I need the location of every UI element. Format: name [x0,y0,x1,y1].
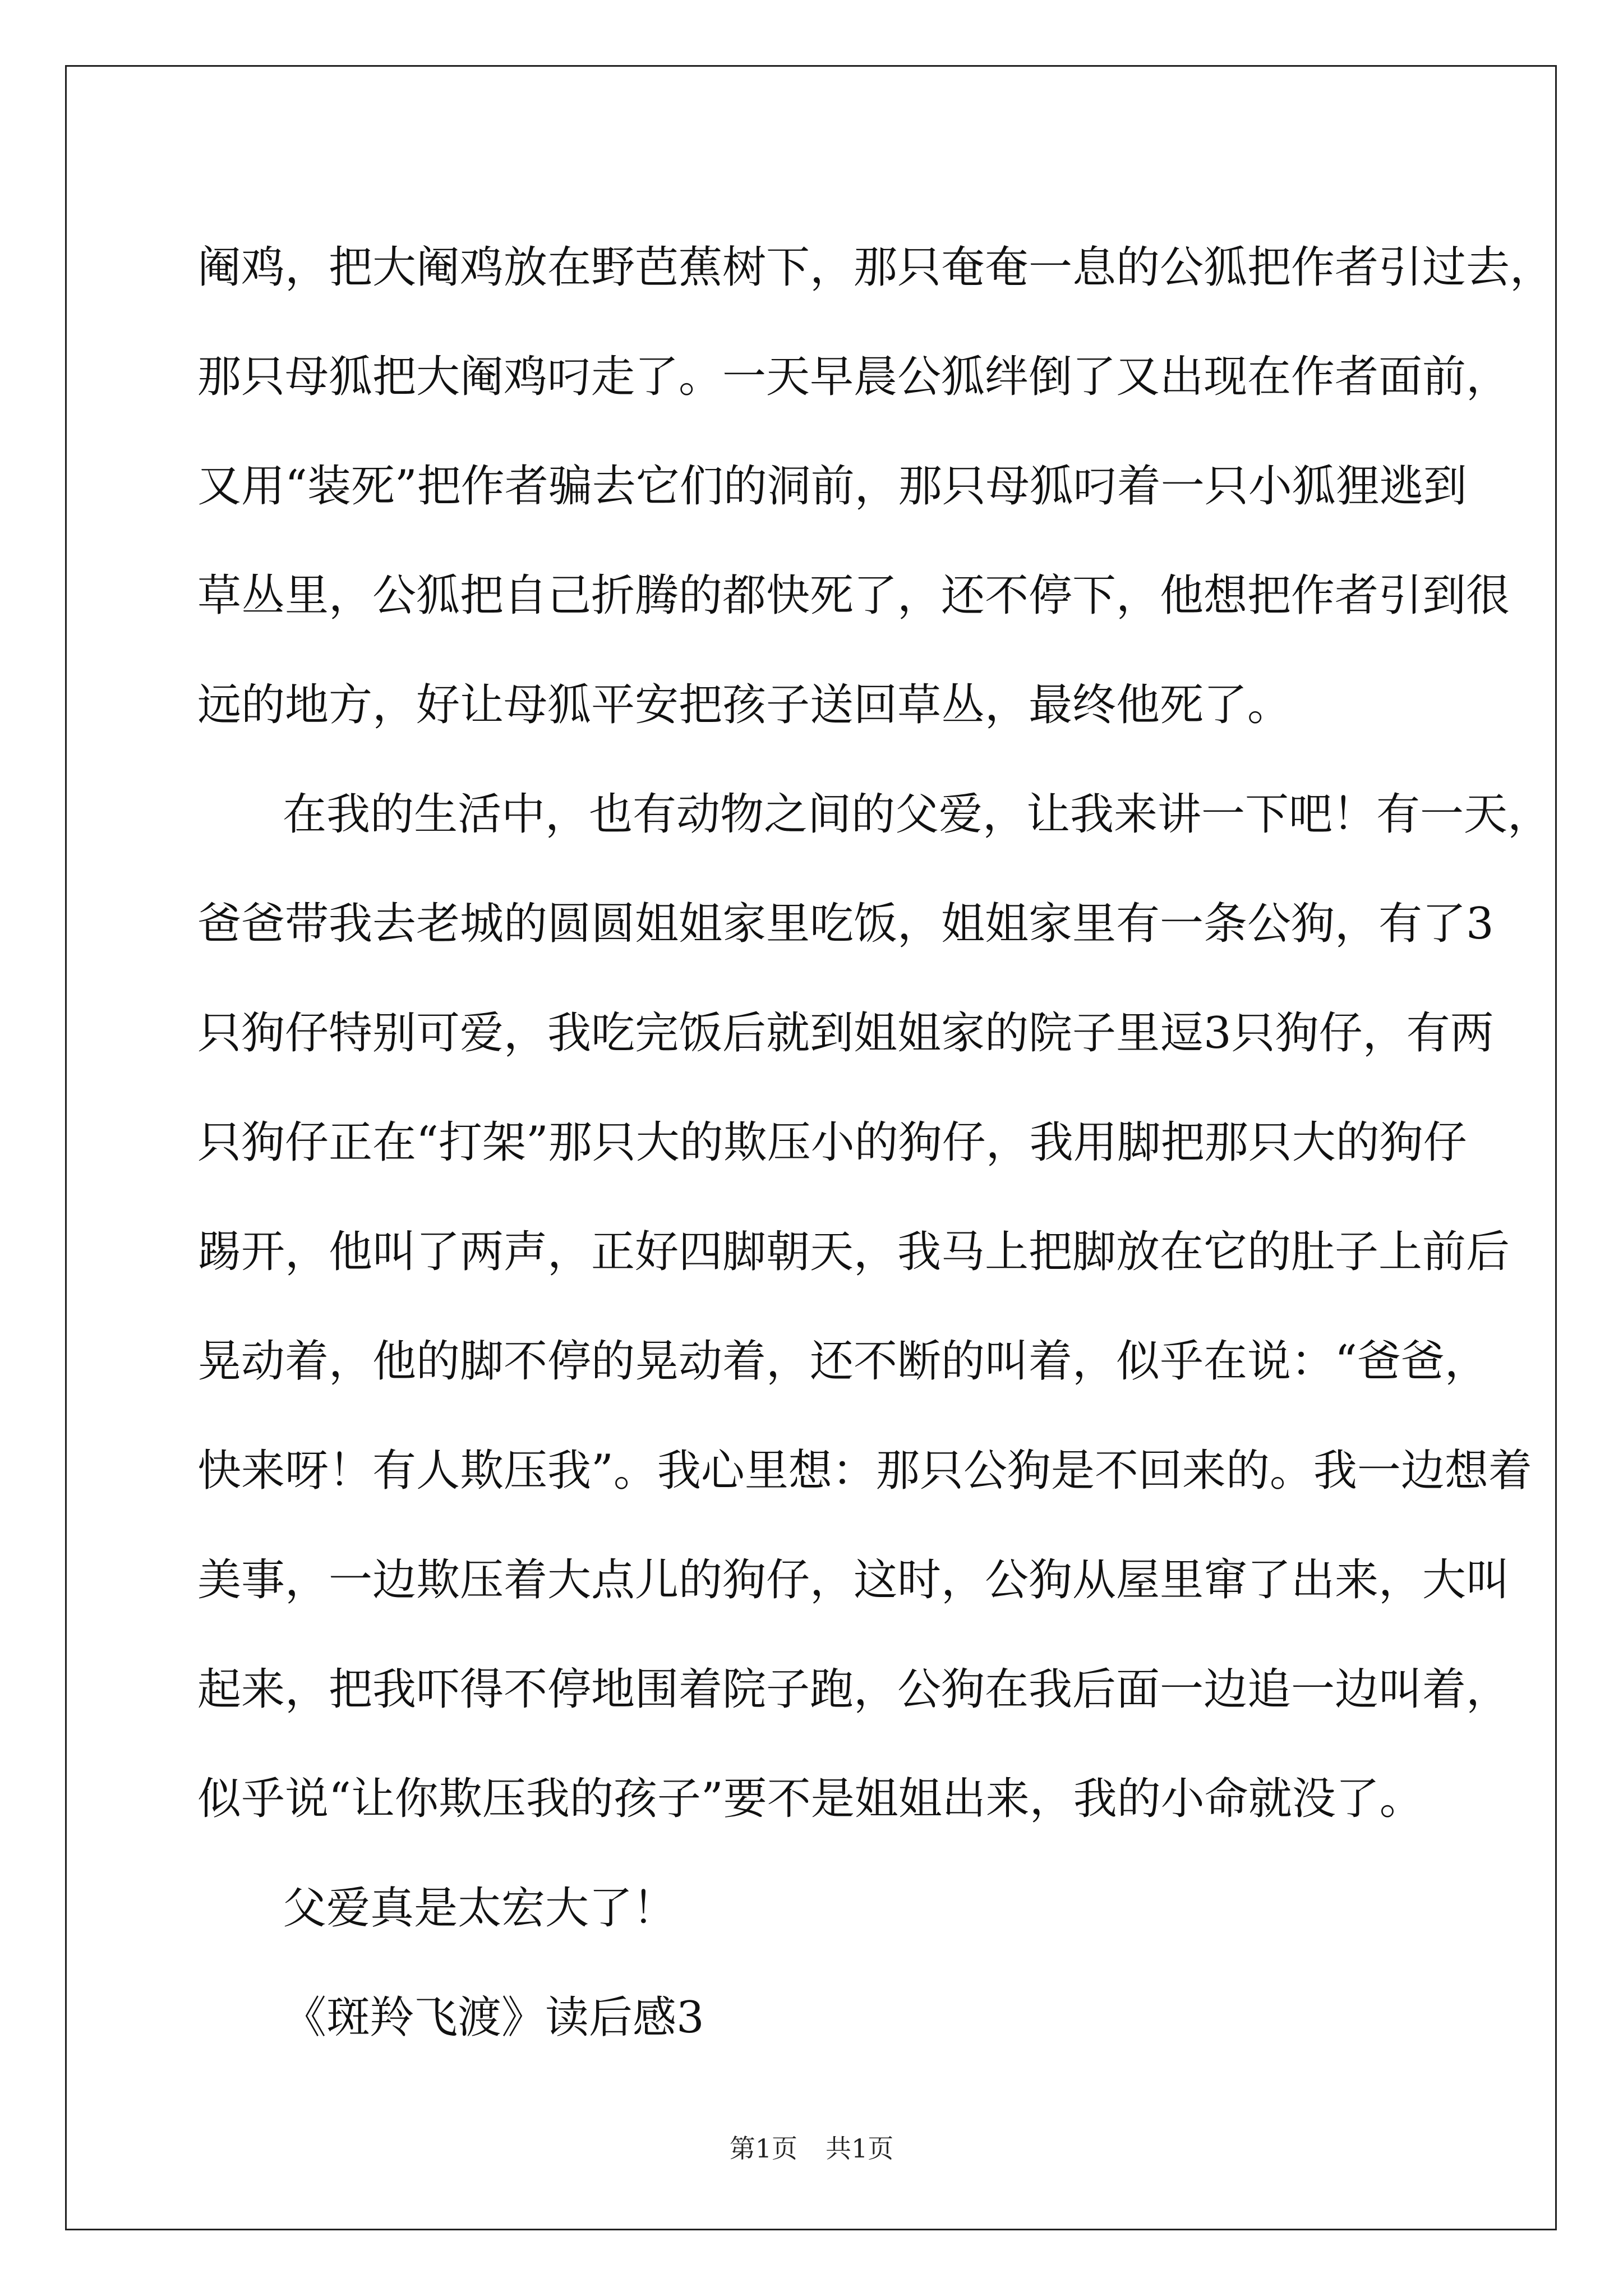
body-line: 起来，把我吓得不停地围着院子跑，公狗在我后面一边追一边叫着， [197,1664,1510,1715]
body-line: 踢开，他叫了两声，正好四脚朝天，我马上把脚放在它的肚子上前后 [197,1227,1510,1277]
body-line: 只狗仔正在“打架”那只大的欺压小的狗仔，我用脚把那只大的狗仔 [197,1117,1467,1168]
body-line: 又用“装死”把作者骗去它们的洞前，那只母狐叼着一只小狐狸逃到 [197,461,1467,512]
body-line: 快来呀！有人欺压我”。我心里想：那只公狗是不回来的。我一边想着 [197,1446,1532,1496]
page-number-current: 第1页 [729,2133,797,2164]
body-line: 阉鸡，把大阉鸡放在野芭蕉树下，那只奄奄一息的公狐把作者引过去， [197,242,1554,293]
paragraph-start-line: 在我的生活中，也有动物之间的父爱，让我来讲一下吧！有一天， [283,789,1552,840]
section-title: 《斑羚飞渡》读后感3 [283,1993,704,2043]
body-line: 远的地方，好让母狐平安把孩子送回草丛，最终他死了。 [197,680,1292,730]
body-line: 晃动着，他的脚不停的晃动着，还不断的叫着，似乎在说：“爸爸， [197,1336,1488,1387]
page-number-total: 共1页 [826,2133,894,2164]
body-line: 草丛里，公狐把自己折腾的都快死了，还不停下，他想把作者引到很 [197,570,1510,621]
body-line: 爸爸带我去老城的圆圆姐姐家里吃饭，姐姐家里有一条公狗，有了3 [197,899,1494,949]
body-line: 只狗仔特别可爱，我吃完饭后就到姐姐家的院子里逗3只狗仔，有两 [197,1008,1494,1059]
paragraph-start-line: 父爱真是太宏大了！ [283,1883,677,1934]
document-body [197,213,1554,2073]
page-footer [0,2132,1623,2165]
body-line: 美事，一边欺压着大点儿的狗仔，这时，公狗从屋里窜了出来，大叫 [197,1555,1510,1605]
body-line: 那只母狐把大阉鸡叼走了。一天早晨公狐绊倒了又出现在作者面前， [197,352,1510,402]
body-line: 似乎说“让你欺压我的孩子”要不是姐姐出来，我的小命就没了。 [197,1774,1423,1824]
